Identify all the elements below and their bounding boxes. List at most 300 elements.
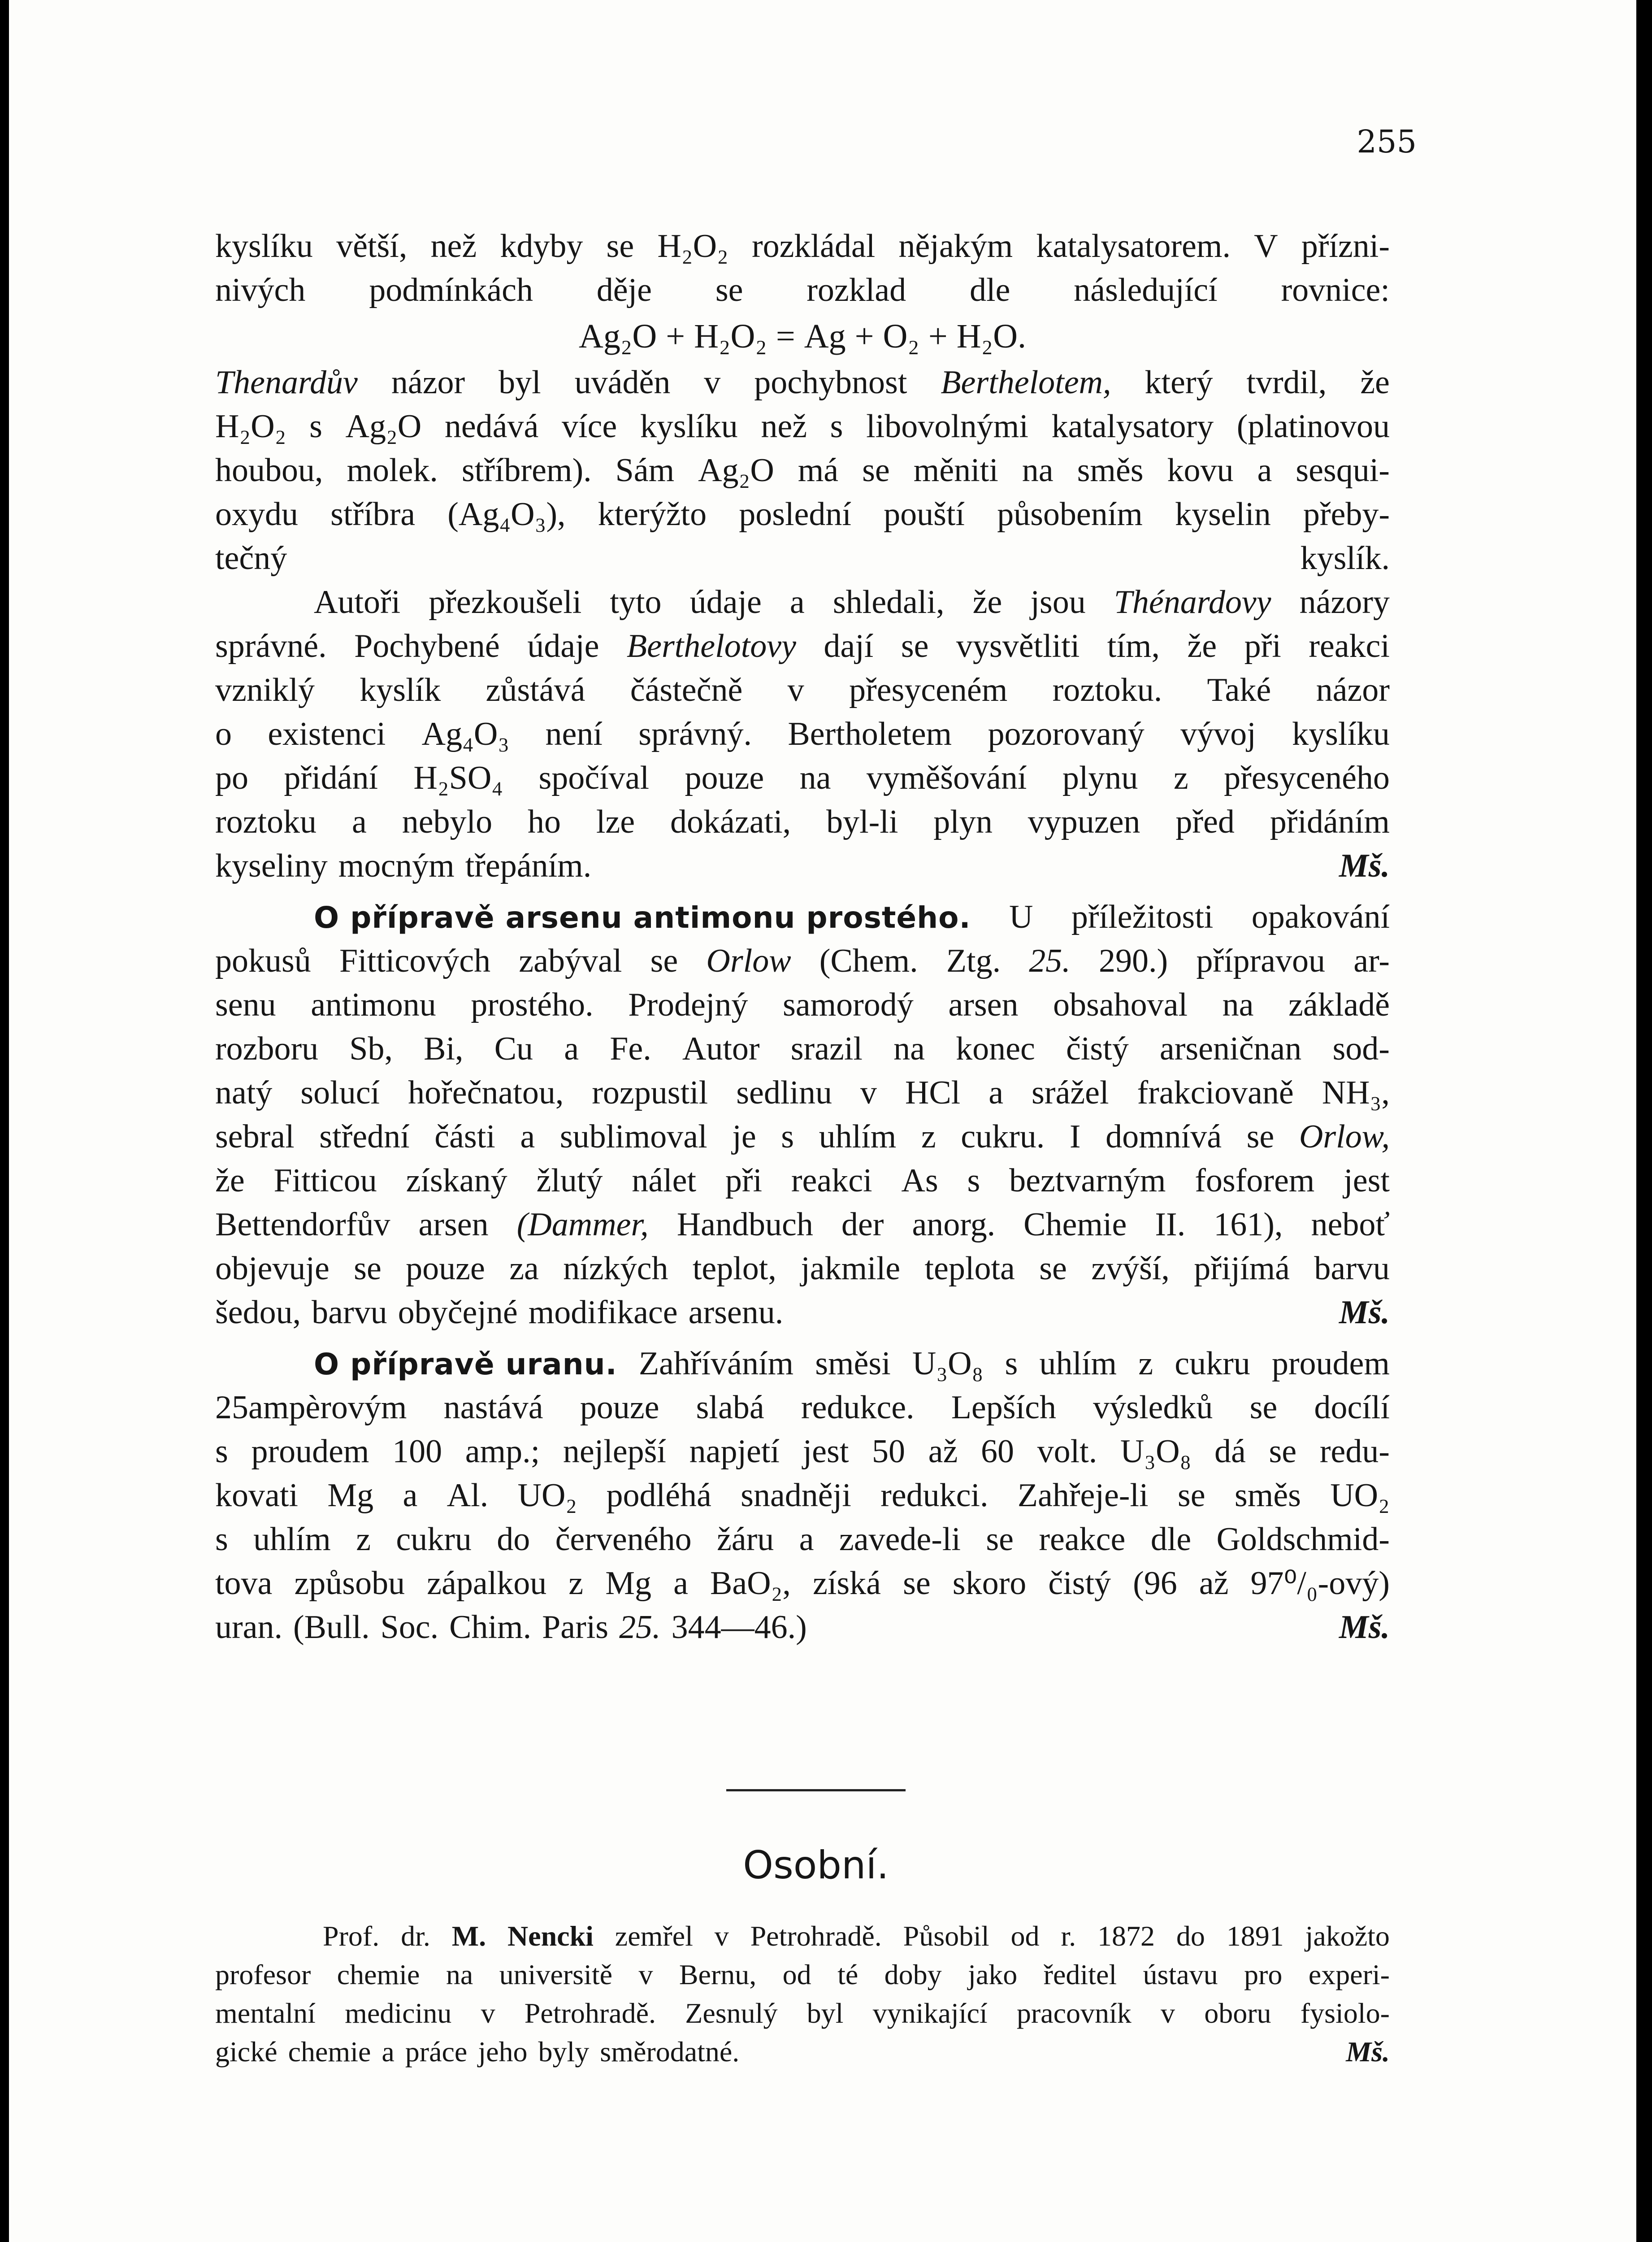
word: Berthelotovy xyxy=(626,628,796,665)
word: kovati xyxy=(215,1477,298,1514)
word: modifikace xyxy=(528,1294,678,1331)
word: zavede-li xyxy=(839,1521,961,1558)
word: poslední xyxy=(739,496,851,533)
word: částečně xyxy=(630,672,743,708)
word: universitě xyxy=(499,1959,613,1990)
text-line xyxy=(215,1473,1390,1517)
word: v xyxy=(714,1920,729,1952)
word: stříbrem). xyxy=(461,452,592,489)
word: způsobu xyxy=(294,1565,405,1602)
word: jakmile xyxy=(801,1250,901,1287)
word: směrodatné. xyxy=(600,2036,740,2068)
word: Mg xyxy=(605,1565,652,1602)
word: který xyxy=(1145,364,1213,401)
word: od xyxy=(782,1959,811,1990)
word: H₂O₂ xyxy=(694,317,767,355)
word: s xyxy=(967,1162,980,1199)
word: a xyxy=(1257,452,1272,489)
word: Ag₂O xyxy=(578,317,657,355)
word: Fitticou xyxy=(273,1162,377,1199)
word: uran. xyxy=(215,1609,282,1646)
word: získá xyxy=(812,1565,881,1602)
word: antimonu xyxy=(311,986,436,1023)
word: natý xyxy=(215,1074,273,1111)
word: 161), xyxy=(1214,1206,1283,1243)
word: reakci xyxy=(1309,628,1390,665)
word: se xyxy=(1246,1118,1275,1155)
word: fysiolo- xyxy=(1300,1997,1390,2029)
page-number: 255 xyxy=(1357,123,1417,160)
word: profesor xyxy=(215,1959,311,1990)
author-signature: Mš. xyxy=(1339,1294,1390,1331)
word: Handbuch xyxy=(676,1206,813,1243)
word: ar- xyxy=(1353,943,1390,979)
word: neboť xyxy=(1311,1206,1390,1243)
word: a xyxy=(351,804,367,840)
word: části xyxy=(434,1118,495,1155)
word: nízkých xyxy=(563,1250,668,1287)
word: Ag xyxy=(804,317,846,355)
word: má xyxy=(798,452,839,489)
word: čistý xyxy=(1066,1030,1129,1067)
text-line xyxy=(215,983,1390,1027)
word: 1872 xyxy=(1097,1920,1155,1952)
word: byl xyxy=(499,364,541,401)
word: katalysatory xyxy=(1051,408,1214,445)
word: s xyxy=(1005,1345,1018,1382)
word: a xyxy=(673,1565,688,1602)
word: U₃O₈ xyxy=(1120,1433,1192,1470)
word: z xyxy=(1138,1345,1153,1382)
word: podléhá xyxy=(606,1477,711,1514)
word: tím, xyxy=(1107,628,1160,665)
word: za xyxy=(509,1250,539,1287)
word: nastává xyxy=(443,1389,543,1426)
word: dá xyxy=(1214,1433,1246,1470)
text-line xyxy=(215,361,1390,404)
word: roztoku. xyxy=(1052,672,1162,708)
word: chemie xyxy=(337,1959,420,1990)
word: příležitosti xyxy=(1071,899,1214,935)
word: se xyxy=(1177,1477,1205,1514)
word: 25ampèrovým xyxy=(215,1389,407,1426)
word: kyselin xyxy=(1175,496,1271,533)
word: obyčejné xyxy=(398,1294,518,1331)
word: třepáním. xyxy=(465,847,592,884)
word: vyměšování xyxy=(866,760,1027,796)
word: jeho xyxy=(478,2036,528,2068)
word: nálet xyxy=(632,1162,697,1199)
word: opakování xyxy=(1251,899,1390,935)
word: že xyxy=(1187,628,1217,665)
word: přesyceném xyxy=(849,672,1008,708)
word: stříbra xyxy=(330,496,416,533)
word: 60 xyxy=(980,1433,1014,1470)
word: uváděn xyxy=(574,364,671,401)
text-line xyxy=(215,756,1390,800)
word: HCl xyxy=(905,1074,961,1111)
word: spočíval xyxy=(538,760,650,796)
word: Nencki xyxy=(507,1920,594,1952)
text-line xyxy=(215,1517,1390,1561)
word: rozkládal xyxy=(751,228,876,265)
word: do xyxy=(497,1521,530,1558)
word: sedlinu xyxy=(736,1074,832,1111)
word: kovu xyxy=(1167,452,1234,489)
word: a xyxy=(989,1074,1004,1111)
word: směs xyxy=(1077,452,1144,489)
word: kterýžto xyxy=(598,496,707,533)
word: se xyxy=(1249,1389,1278,1426)
word: II. xyxy=(1155,1206,1186,1243)
word: jest xyxy=(1344,1162,1390,1199)
word: Thénardovy xyxy=(1114,584,1271,621)
word: působením xyxy=(997,496,1143,533)
word: fosforem xyxy=(1195,1162,1315,1199)
word: byl-li xyxy=(826,804,898,840)
word: přízni- xyxy=(1301,228,1390,265)
word: V xyxy=(1254,228,1278,265)
word: před xyxy=(1175,804,1235,840)
word: tečný xyxy=(215,540,287,577)
word: jakožto xyxy=(1305,1920,1390,1952)
text-line xyxy=(215,1071,1390,1115)
text-line xyxy=(215,1386,1390,1429)
word: redukce. xyxy=(801,1389,915,1426)
word: se xyxy=(354,1250,382,1287)
word: a xyxy=(789,584,805,621)
word: Orlow xyxy=(706,943,791,979)
word: cukru. xyxy=(961,1118,1045,1155)
word: se xyxy=(903,1565,931,1602)
word: mentalní xyxy=(215,1997,316,2029)
word: H₂O₂ xyxy=(657,228,728,265)
word: Také xyxy=(1207,672,1271,708)
word: správné. xyxy=(215,628,327,665)
word: přidáním xyxy=(1270,804,1390,840)
section-heading-line xyxy=(215,895,1390,939)
text-line xyxy=(215,404,1390,448)
word: získaný xyxy=(406,1162,507,1199)
word: + xyxy=(854,317,874,355)
word: katalysatorem. xyxy=(1036,228,1231,265)
word: že xyxy=(972,584,1002,621)
word: v xyxy=(1161,1997,1175,2029)
word: v xyxy=(860,1074,877,1111)
word: větší, xyxy=(336,228,408,265)
word: správný. xyxy=(638,716,752,752)
word: údaje xyxy=(689,584,762,621)
word: jsou xyxy=(1030,584,1086,621)
personal-news-column xyxy=(215,1917,1390,2071)
word: medicinu xyxy=(345,1997,452,2029)
text-line xyxy=(215,624,1390,668)
text-line xyxy=(215,268,1390,312)
word: dají xyxy=(824,628,874,665)
word: až xyxy=(1199,1565,1229,1602)
word: sebral xyxy=(215,1118,295,1155)
word: 344—46.) xyxy=(671,1609,807,1646)
word: dle xyxy=(969,272,1010,308)
word: sod- xyxy=(1332,1030,1390,1067)
word: nedává xyxy=(444,408,539,445)
word: oxydu xyxy=(215,496,298,533)
word: se xyxy=(715,272,743,308)
word: žáru xyxy=(716,1521,774,1558)
word: 100 xyxy=(392,1433,442,1470)
word: jest xyxy=(802,1433,849,1470)
word: houbou, xyxy=(215,452,323,489)
word: vynikající xyxy=(872,1997,988,2029)
text-line xyxy=(215,939,1390,983)
article-column xyxy=(215,224,1390,1649)
word: pouze xyxy=(580,1389,659,1426)
word: redukci. xyxy=(880,1477,989,1514)
word: amp.; xyxy=(465,1433,540,1470)
word: srážel xyxy=(1032,1074,1109,1111)
word: = xyxy=(776,317,795,355)
word: z xyxy=(921,1118,936,1155)
text-line xyxy=(215,800,1390,844)
word: rozpustil xyxy=(592,1074,708,1111)
word: Autor xyxy=(682,1030,760,1067)
word: molek. xyxy=(347,452,438,489)
word: H₂SO₄ xyxy=(413,760,503,796)
word: uhlím xyxy=(819,1118,897,1155)
word: směsi xyxy=(815,1345,891,1382)
word: + xyxy=(928,317,948,355)
word: vypuzen xyxy=(1028,804,1140,840)
word: údaje xyxy=(527,628,599,665)
section-heading: O přípravě uranu. xyxy=(314,1347,617,1382)
word: a xyxy=(403,1477,418,1514)
word: Prof. xyxy=(323,1920,380,1952)
text-line xyxy=(215,668,1390,712)
word: volt. xyxy=(1037,1433,1097,1470)
word: Fe. xyxy=(610,1030,651,1067)
word: kyslík. xyxy=(1300,540,1390,577)
word: roztoku xyxy=(215,804,317,840)
word: (96 xyxy=(1133,1565,1177,1602)
word: arsen xyxy=(948,986,1019,1023)
word: proudem xyxy=(251,1433,369,1470)
word: v xyxy=(704,364,721,401)
word: obsahoval xyxy=(1053,986,1188,1023)
word: názory xyxy=(1299,584,1390,621)
word: než xyxy=(761,408,807,445)
word: přípravou xyxy=(1196,943,1326,979)
word: Chemie xyxy=(1023,1206,1127,1243)
word: anorg. xyxy=(912,1206,996,1243)
word: srazil xyxy=(790,1030,863,1067)
word: a xyxy=(564,1030,579,1067)
word: se xyxy=(650,943,678,979)
text-line xyxy=(215,536,1390,580)
word: tyto xyxy=(610,584,662,621)
word: Bertholetem xyxy=(788,716,952,752)
text-line xyxy=(215,1994,1390,2033)
word: ho xyxy=(527,804,561,840)
word: a xyxy=(382,2036,395,2068)
word: reakci xyxy=(791,1162,872,1199)
word: frakciovaně xyxy=(1137,1074,1294,1111)
author-signature: Mš. xyxy=(1346,2036,1390,2068)
word: Zahříváním xyxy=(638,1345,794,1382)
word: na xyxy=(893,1030,925,1067)
word: zemřel xyxy=(615,1920,693,1952)
word: cukru xyxy=(1175,1345,1250,1382)
word: kyslíku xyxy=(215,228,313,265)
word: nivých xyxy=(215,272,306,308)
word: prostého. xyxy=(471,986,594,1023)
word: konec xyxy=(956,1030,1035,1067)
word: z xyxy=(1173,760,1188,796)
word: pro xyxy=(1244,1959,1283,1990)
word: o xyxy=(215,716,232,752)
word: H₂O. xyxy=(956,317,1027,355)
word: se xyxy=(901,628,929,665)
word: následující xyxy=(1074,272,1218,308)
section-title: Osobní. xyxy=(743,1843,889,1888)
word: při xyxy=(725,1162,763,1199)
word: názor xyxy=(391,364,465,401)
word: uhlím xyxy=(253,1521,331,1558)
word: přeby- xyxy=(1303,496,1390,533)
word: As xyxy=(901,1162,938,1199)
word: od xyxy=(1010,1920,1040,1952)
word: kyslík xyxy=(360,672,441,708)
word: přidání xyxy=(284,760,378,796)
word: se xyxy=(862,452,890,489)
text-line xyxy=(215,448,1390,492)
word: kdyby xyxy=(500,228,583,265)
text-line xyxy=(215,712,1390,756)
word: pouze xyxy=(685,760,764,796)
word: 50 xyxy=(872,1433,906,1470)
word: Thenardův xyxy=(215,364,358,401)
word: Bettendorfův xyxy=(215,1206,390,1243)
word: měniti xyxy=(913,452,998,489)
word: rozklad xyxy=(806,272,906,308)
word: snadněji xyxy=(741,1477,851,1514)
word: zvýší, xyxy=(1091,1250,1170,1287)
word: Prodejný xyxy=(628,986,748,1023)
word: teplot, xyxy=(692,1250,776,1287)
word: že xyxy=(1360,364,1390,401)
word: arsenu. xyxy=(688,1294,784,1331)
word: gické xyxy=(215,2036,278,2068)
word: žlutý xyxy=(536,1162,603,1199)
word: lze xyxy=(596,804,635,840)
word: při xyxy=(1244,628,1281,665)
word: tvrdil, xyxy=(1246,364,1327,401)
word: 25. xyxy=(619,1609,661,1646)
word: se xyxy=(1269,1433,1297,1470)
word: práce xyxy=(405,2036,468,2068)
word: střední xyxy=(319,1118,410,1155)
word: Zahřeje-li xyxy=(1017,1477,1149,1514)
text-line xyxy=(215,1290,1390,1334)
word: vysvětliti xyxy=(956,628,1080,665)
word: der xyxy=(841,1206,884,1243)
word: Ag₂O xyxy=(345,408,422,445)
word: z xyxy=(568,1565,584,1602)
word: barvu xyxy=(312,1294,387,1331)
word: v xyxy=(638,1959,653,1990)
section-divider xyxy=(726,1789,906,1791)
word: M. xyxy=(451,1920,486,1952)
word: ústavu xyxy=(1143,1959,1218,1990)
word: Soc. xyxy=(380,1609,439,1646)
word: samorodý xyxy=(782,986,914,1023)
word: rozboru xyxy=(215,1030,319,1067)
word: tova xyxy=(215,1565,273,1602)
word: vzniklý xyxy=(215,672,315,708)
word: na xyxy=(799,760,831,796)
text-line xyxy=(215,1027,1390,1071)
word: 1891 xyxy=(1226,1920,1284,1952)
word: uhlím xyxy=(1039,1345,1117,1382)
word: nejlepší xyxy=(563,1433,666,1470)
word: dle xyxy=(1150,1521,1192,1558)
author-signature: Mš. xyxy=(1339,847,1390,884)
word: na xyxy=(446,1959,473,1990)
word: UO₂ xyxy=(517,1477,577,1514)
word: Petrohradě. xyxy=(750,1920,882,1952)
word: napjetí xyxy=(689,1433,780,1470)
word: sublimoval xyxy=(559,1118,707,1155)
word: BaO₂, xyxy=(710,1565,791,1602)
word: zůstává xyxy=(486,672,585,708)
word: Lepších xyxy=(951,1389,1056,1426)
section-heading: O přípravě arsenu antimonu prostého. xyxy=(314,900,971,935)
word: + xyxy=(666,317,685,355)
word: v xyxy=(481,1997,495,2029)
word: pokusů xyxy=(215,943,311,979)
word: redu- xyxy=(1319,1433,1390,1470)
word: z xyxy=(356,1521,371,1558)
word: r. xyxy=(1061,1920,1076,1952)
word: s xyxy=(309,408,322,445)
word: kyseliny xyxy=(215,847,328,884)
word: byl xyxy=(806,1997,844,2029)
word: reakce xyxy=(1039,1521,1126,1558)
word: Al. xyxy=(447,1477,489,1514)
text-line xyxy=(215,1955,1390,1994)
word: na xyxy=(1022,452,1054,489)
word: beztvarným xyxy=(1009,1162,1166,1199)
word: kyslíku xyxy=(1292,716,1390,752)
text-line xyxy=(215,580,1390,624)
text-line xyxy=(215,1561,1390,1605)
word: Sb, xyxy=(349,1030,393,1067)
word: (platinovou xyxy=(1236,408,1390,445)
word: až xyxy=(928,1433,958,1470)
word: Chim. xyxy=(449,1609,532,1646)
word: arseničnan xyxy=(1159,1030,1302,1067)
word: s xyxy=(215,1521,228,1558)
word: přijímá xyxy=(1194,1250,1290,1287)
word: zabýval xyxy=(519,943,622,979)
word: skoro xyxy=(952,1565,1027,1602)
word: (Bull. xyxy=(293,1609,370,1646)
word: 97⁰/₀-ový) xyxy=(1250,1565,1390,1602)
word: s xyxy=(215,1433,228,1470)
word: Autoři xyxy=(314,584,401,621)
text-line xyxy=(215,224,1390,268)
word: plynu xyxy=(1062,760,1138,796)
word: do xyxy=(1176,1920,1205,1952)
